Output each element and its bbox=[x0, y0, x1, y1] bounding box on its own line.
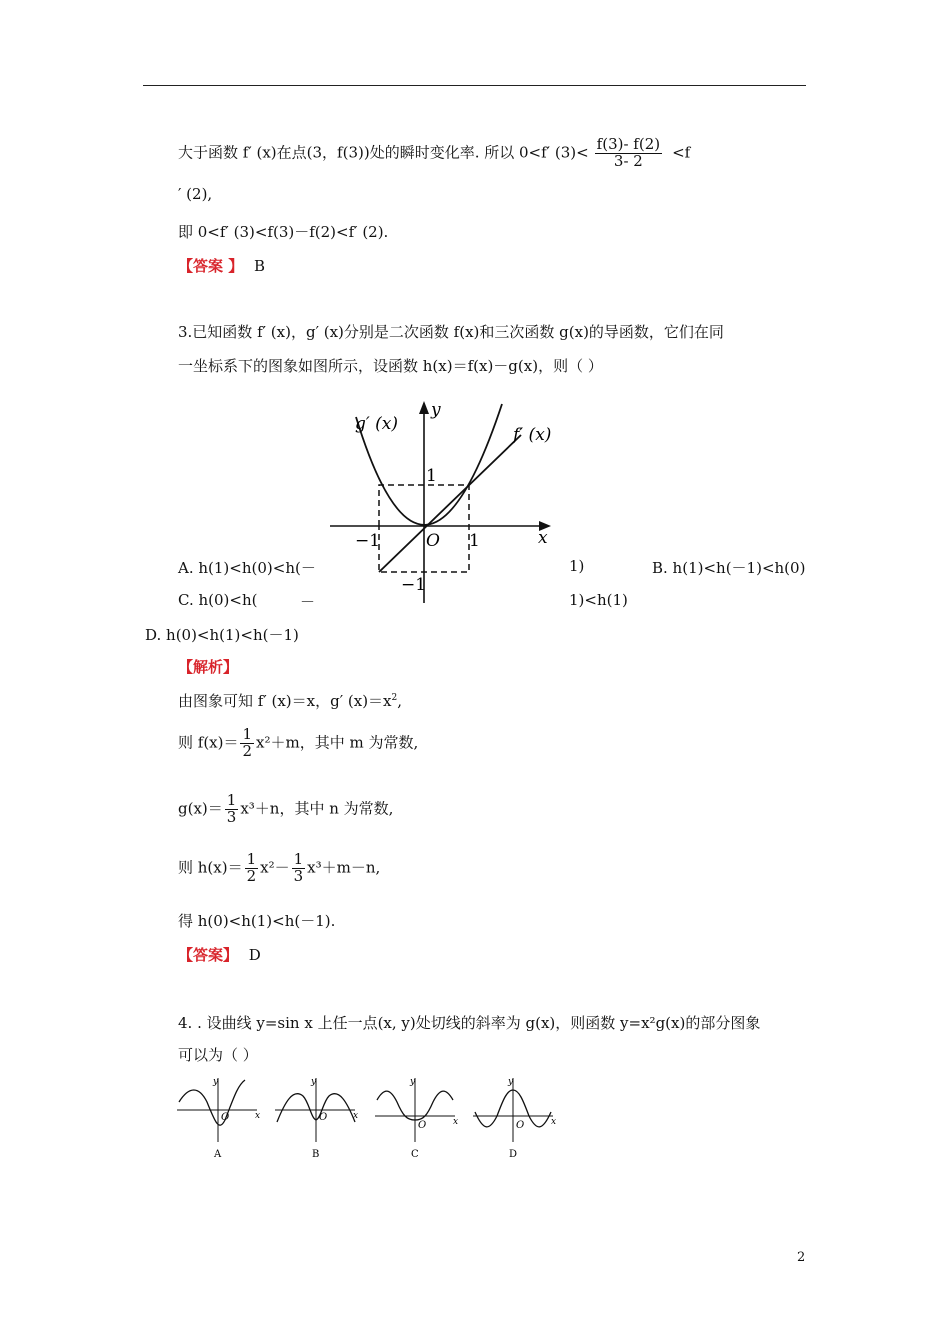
fraction-numerator: f(3)- f(2) bbox=[596, 135, 661, 153]
q3-option-c-left: C. h(0)<h( bbox=[178, 591, 258, 609]
q3-option-a-right: 1) bbox=[569, 557, 585, 575]
q3-line2: 一坐标系下的图象如图所示，设函数 h(x)＝f(x)－g(x)，则（ ） bbox=[178, 357, 603, 375]
fraction-denominator: 3- 2 bbox=[613, 151, 643, 170]
q3-option-b: B. h(1)<h(－1)<h(0) bbox=[652, 559, 806, 577]
graph-c-label: C bbox=[411, 1149, 419, 1160]
third-den-2: 3 bbox=[293, 866, 304, 885]
analysis-line3-post: x³＋n，其中 n 为常数, bbox=[240, 799, 394, 818]
page-number: 2 bbox=[797, 1250, 806, 1265]
origin-label: O bbox=[426, 531, 440, 551]
analysis-line4-mid: x²－ bbox=[260, 858, 290, 877]
graph-c-x-label: x bbox=[453, 1117, 459, 1127]
graph-a-label: A bbox=[214, 1149, 222, 1160]
p2-line1-text: 大于函数 f′ (x)在点(3，f(3))处的瞬时变化率. 所以 0<f′ (3)< bbox=[178, 143, 589, 162]
third-den: 3 bbox=[226, 807, 237, 826]
q3-option-a-left: A. h(1)<h(0)<h(－ bbox=[178, 559, 316, 577]
fraction-third bbox=[225, 793, 239, 826]
analysis-line1 bbox=[178, 690, 402, 711]
graph-c bbox=[375, 1077, 458, 1160]
f-prime-label: f′ (x) bbox=[513, 425, 552, 445]
third-num: 1 bbox=[226, 791, 237, 809]
p2-line1 bbox=[178, 137, 690, 170]
graph-b bbox=[275, 1077, 358, 1160]
graph-a-y-label: y bbox=[213, 1077, 219, 1087]
q4-line1: 4. . 设曲线 y=sin x 上任一点(x, y)处切线的斜率为 g(x)，则函数 y=x²g(x)的部分图象 bbox=[178, 1014, 761, 1032]
graph-a bbox=[177, 1077, 260, 1160]
graph-b-label: B bbox=[312, 1149, 320, 1160]
analysis-label: 【解析】 bbox=[178, 658, 239, 676]
analysis-line4-pre: 则 h(x)＝ bbox=[178, 858, 243, 877]
neg-one-x-label: −1 bbox=[355, 531, 381, 551]
graph-a-x-label: x bbox=[255, 1111, 261, 1121]
half-den: 2 bbox=[242, 741, 253, 760]
analysis-line2-pre: 则 f(x)＝ bbox=[178, 733, 239, 752]
half-num-2: 1 bbox=[246, 850, 257, 868]
q3-option-c-right: 1)<h(1) bbox=[569, 591, 628, 609]
graph-a-curve bbox=[179, 1080, 245, 1125]
q3-line1: 3.已知函数 f′ (x)，g′ (x)分别是二次函数 f(x)和三次函数 g(x)的导函数，它们在同 bbox=[178, 323, 724, 341]
answer-label: 【答案 】 bbox=[178, 257, 244, 275]
analysis-line3 bbox=[178, 793, 393, 826]
fraction-half bbox=[240, 727, 254, 760]
graph-c-y-label: y bbox=[410, 1077, 416, 1087]
analysis-line5: 得 h(0)<h(1)<h(－1). bbox=[178, 912, 336, 930]
q3-graph bbox=[325, 395, 565, 605]
header-rule bbox=[143, 85, 806, 86]
half-num: 1 bbox=[242, 725, 253, 743]
fraction-half-2 bbox=[245, 852, 259, 885]
graph-b-x-label: x bbox=[353, 1111, 359, 1121]
y-axis-arrow bbox=[419, 401, 429, 414]
p2-line1-post: <f bbox=[672, 143, 691, 162]
graph-d-label: D bbox=[509, 1149, 518, 1160]
f-prime-line bbox=[379, 435, 521, 572]
p2-answer bbox=[178, 255, 265, 276]
fraction-slope bbox=[595, 137, 662, 170]
graph-d-origin: O bbox=[516, 1120, 525, 1131]
analysis-line2-post: x²＋m，其中 m 为常数, bbox=[256, 733, 419, 752]
graph-d-y-label: y bbox=[508, 1077, 514, 1087]
graph-d-x-label: x bbox=[551, 1117, 557, 1127]
graph-a-origin: O bbox=[221, 1112, 230, 1123]
analysis-line4-post: x³＋m－n, bbox=[307, 858, 381, 877]
analysis-line1-end: , bbox=[397, 692, 403, 710]
q3-answer-value: D bbox=[248, 946, 261, 964]
q4-graphs bbox=[175, 1072, 565, 1162]
graph-b-origin: O bbox=[319, 1112, 328, 1123]
p2-line3: 即 0<f′ (3)<f(3)－f(2)<f′ (2). bbox=[178, 223, 389, 241]
third-num-2: 1 bbox=[293, 850, 304, 868]
q3-option-c-mid: － bbox=[300, 593, 316, 611]
q3-option-d: D. h(0)<h(1)<h(－1) bbox=[145, 626, 299, 644]
answer-value: B bbox=[254, 257, 266, 275]
x-label: x bbox=[538, 528, 548, 548]
analysis-line1-sup: 2 bbox=[391, 693, 398, 703]
analysis-line3-pre: g(x)＝ bbox=[178, 799, 223, 818]
half-den-2: 2 bbox=[246, 866, 257, 885]
analysis-line4 bbox=[178, 852, 380, 885]
neg-one-y-label: −1 bbox=[401, 575, 427, 595]
q3-answer-label: 【答案】 bbox=[178, 946, 239, 964]
graph-d bbox=[473, 1077, 556, 1160]
g-prime-label: g′ (x) bbox=[355, 414, 398, 434]
q3-answer bbox=[178, 944, 261, 965]
q4-line2: 可以为（ ） bbox=[178, 1046, 258, 1064]
analysis-line2 bbox=[178, 727, 418, 760]
y-label: y bbox=[431, 400, 441, 420]
graph-c-origin: O bbox=[418, 1120, 427, 1131]
graph-b-y-label: y bbox=[311, 1077, 317, 1087]
one-x-label: 1 bbox=[469, 531, 480, 551]
fraction-third-2 bbox=[292, 852, 306, 885]
p2-line2: ′ (2), bbox=[178, 185, 213, 203]
one-y-label: 1 bbox=[426, 466, 437, 486]
analysis-line1-text: 由图象可知 f′ (x)＝x，g′ (x)＝x bbox=[178, 692, 392, 710]
